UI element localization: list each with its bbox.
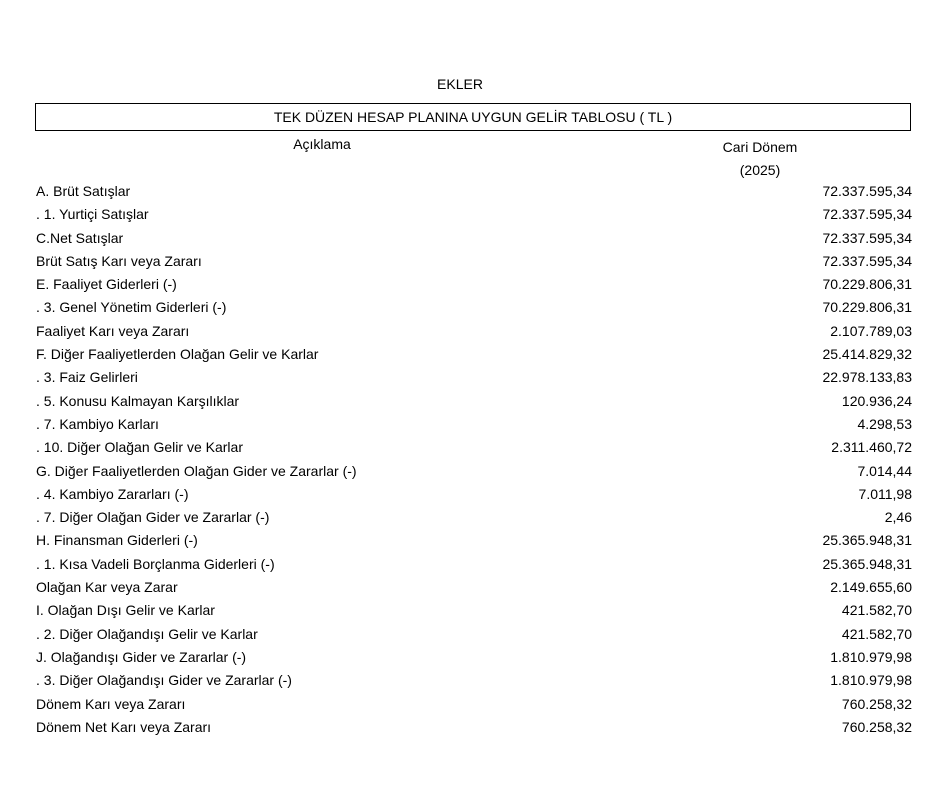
row-value: 2.107.789,03	[830, 322, 912, 339]
table-row	[36, 343, 912, 366]
row-label: C.Net Satışlar	[36, 229, 124, 246]
table-row	[36, 413, 912, 436]
column-header-description: Açıklama	[293, 136, 351, 152]
row-value: 25.365.948,31	[822, 532, 912, 549]
table-row	[36, 273, 912, 296]
row-value: 72.337.595,34	[822, 183, 912, 199]
row-value: 2.311.460,72	[831, 439, 912, 456]
row-value: 2,46	[884, 509, 912, 526]
table-row	[36, 436, 912, 459]
row-value: 72.337.595,34	[822, 252, 912, 269]
row-label: J. Olağandışı Gider ve Zararlar (-)	[36, 648, 247, 665]
row-value: 7.011,98	[858, 485, 912, 502]
row-label: G. Diğer Faaliyetlerden Olağan Gider ve Zararlar (-)	[36, 462, 357, 479]
row-value: 1.810.979,98	[830, 648, 912, 665]
row-label: . 3. Diğer Olağandışı Gider ve Zararlar (-)	[36, 672, 292, 689]
row-label: E. Faaliyet Giderleri (-)	[36, 276, 177, 293]
period-label: Cari Dönem	[722, 139, 798, 155]
row-label: . 1. Yurtiçi Satışlar	[36, 206, 149, 223]
table-row	[36, 366, 912, 389]
table-row	[36, 693, 912, 716]
table-row	[36, 180, 912, 203]
table-row	[36, 296, 912, 319]
row-label: . 2. Diğer Olağandışı Gelir ve Karlar	[36, 625, 258, 642]
row-value: 7.014,44	[857, 462, 912, 479]
row-label: A. Brüt Satışlar	[36, 183, 131, 199]
section-heading: EKLER	[437, 76, 483, 92]
row-label: F. Diğer Faaliyetlerden Olağan Gelir ve Karlar	[36, 346, 319, 363]
table-row	[36, 599, 912, 622]
row-label: Faaliyet Karı veya Zararı	[36, 322, 190, 339]
row-value: 2.149.655,60	[830, 579, 912, 596]
row-label: . 3. Faiz Gelirleri	[36, 369, 138, 386]
row-label: I. Olağan Dışı Gelir ve Karlar	[36, 602, 215, 619]
table-row	[36, 506, 912, 529]
row-value: 1.810.979,98	[830, 672, 912, 689]
row-label: H. Finansman Giderleri (-)	[36, 532, 198, 549]
table-row	[36, 529, 912, 552]
row-value: 25.365.948,31	[822, 555, 912, 572]
row-label: . 1. Kısa Vadeli Borçlanma Giderleri (-)	[36, 555, 275, 572]
table-row	[36, 320, 912, 343]
table-row	[36, 646, 912, 669]
row-value: 760.258,32	[841, 695, 912, 712]
table-title: TEK DÜZEN HESAP PLANINA UYGUN GELİR TABLOSU ( TL )	[35, 103, 911, 131]
table-row	[36, 716, 912, 739]
row-label: . 4. Kambiyo Zararları (-)	[36, 485, 189, 502]
table-row	[36, 623, 912, 646]
column-header-period	[700, 136, 820, 182]
table-row	[36, 227, 912, 250]
row-label: Brüt Satış Karı veya Zararı	[36, 252, 202, 269]
row-label: . 5. Konusu Kalmayan Karşılıklar	[36, 392, 240, 409]
table-row	[36, 576, 912, 599]
row-value: 72.337.595,34	[822, 206, 912, 223]
row-label: Olağan Kar veya Zarar	[36, 579, 178, 596]
row-label: Dönem Karı veya Zararı	[36, 695, 186, 712]
row-value: 120.936,24	[841, 392, 912, 409]
table-row	[36, 203, 912, 226]
row-value: 70.229.806,31	[822, 276, 912, 293]
table-row	[36, 483, 912, 506]
table-row	[36, 460, 912, 483]
period-year: (2025)	[739, 162, 781, 178]
row-value: 760.258,32	[841, 718, 912, 735]
table-row	[36, 250, 912, 273]
row-label: Dönem Net Karı veya Zararı	[36, 718, 212, 735]
row-value: 72.337.595,34	[822, 229, 912, 246]
row-value: 421.582,70	[841, 602, 912, 619]
table-row	[36, 669, 912, 692]
row-label: . 7. Kambiyo Karları	[36, 415, 159, 432]
table-row	[36, 390, 912, 413]
row-value: 25.414.829,32	[822, 346, 912, 363]
row-value: 70.229.806,31	[822, 299, 912, 316]
row-label: . 7. Diğer Olağan Gider ve Zararlar (-)	[36, 509, 270, 526]
row-label: . 10. Diğer Olağan Gelir ve Karlar	[36, 439, 243, 456]
row-value: 4.298,53	[857, 415, 912, 432]
income-statement-rows	[36, 180, 912, 739]
row-label: . 3. Genel Yönetim Giderleri (-)	[36, 299, 227, 316]
row-value: 421.582,70	[841, 625, 912, 642]
row-value: 22.978.133,83	[822, 369, 912, 386]
table-row	[36, 553, 912, 576]
